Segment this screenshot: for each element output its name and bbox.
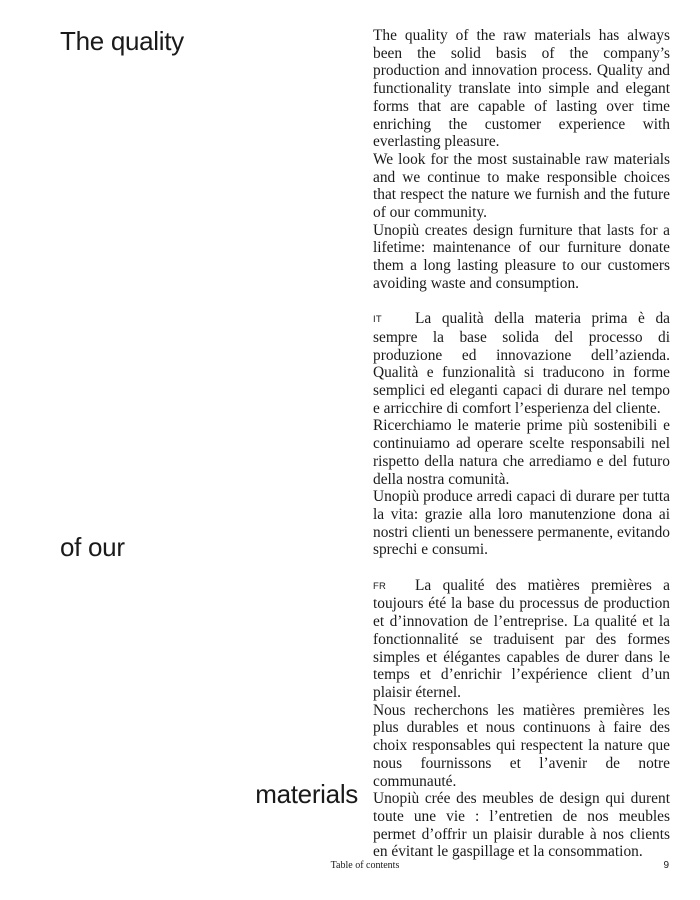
english-paragraph-3: Unopiù creates design furniture that lasts for a lifetime: maintenance of our furniture donate them a long lasting pleasure to our customers avoiding waste and consumption.: [373, 221, 670, 292]
italian-paragraph-1: [373, 310, 670, 417]
french-paragraph-3: Unopiù crée des meubles de design qui durent toute une vie : l’entretien de nos meubles permet d’offrir un plaisir durable à nos clients en évitant le gaspillage et la consommation.: [373, 790, 670, 861]
french-language-label: FR: [373, 580, 387, 592]
body-text-column: [373, 27, 670, 861]
french-paragraph-1-text: La qualité des matières premières a toujours été la base du processus de production et d’innovation de l’entreprise. La qualité et la fonctionnalité se traduisent par des formes simples et élégantes capables de durer dans le temps et d’enrichir l’expérience client d’un plaisir éternel.: [373, 576, 670, 701]
italian-paragraph-3: Unopiù produce arredi capaci di durare per tutta la vita: grazie alla loro manutenzione dona ai nostri clienti un benessere permanente, evitando sprechi e consumi.: [373, 488, 670, 559]
english-paragraph-1: The quality of the raw materials has always been the solid basis of the company’s production and innovation process. Quality and functionality translate into simple and elegant forms that are capable of lasting over time enriching the customer experience with everlasting pleasure.: [373, 27, 670, 151]
table-of-contents-link[interactable]: Table of contents: [330, 860, 400, 871]
english-text-block: [373, 27, 670, 293]
english-paragraph-2: We look for the most sustainable raw materials and we continue to make responsible choices that respect the nature we furnish and the future of our community.: [373, 150, 670, 222]
italian-paragraph-2: Ricerchiamo le materie prime più sostenibili e continuiamo ad operare scelte responsabili nel rispetto della natura che arrediamo e del futuro della nostra comunità.: [373, 417, 670, 488]
title-line-3: materials: [255, 779, 358, 809]
italian-text-block: [373, 310, 670, 559]
italian-paragraph-1-text: La qualità della materia prima è da sempre la base solida del processo di produzione ed innovazione dell’azienda. Qualità e funzionalità si traducono in forme semplici ed eleganti capaci di durare nel tempo e arricchire di comfort l’esperienza del cliente.: [373, 310, 670, 417]
page-number: 9: [663, 860, 669, 871]
french-paragraph-2: Nous recherchons les matières premières les plus durables et nous continuons à faire des choix responsables qui respectent la nature que nous fournissons et l’avenir de notre communauté.: [373, 701, 670, 790]
title-line-2: of our: [60, 532, 125, 562]
title-line-1: The quality: [60, 26, 184, 56]
italian-language-label: IT: [373, 314, 382, 326]
french-text-block: [373, 577, 670, 861]
french-paragraph-1: [373, 577, 670, 702]
